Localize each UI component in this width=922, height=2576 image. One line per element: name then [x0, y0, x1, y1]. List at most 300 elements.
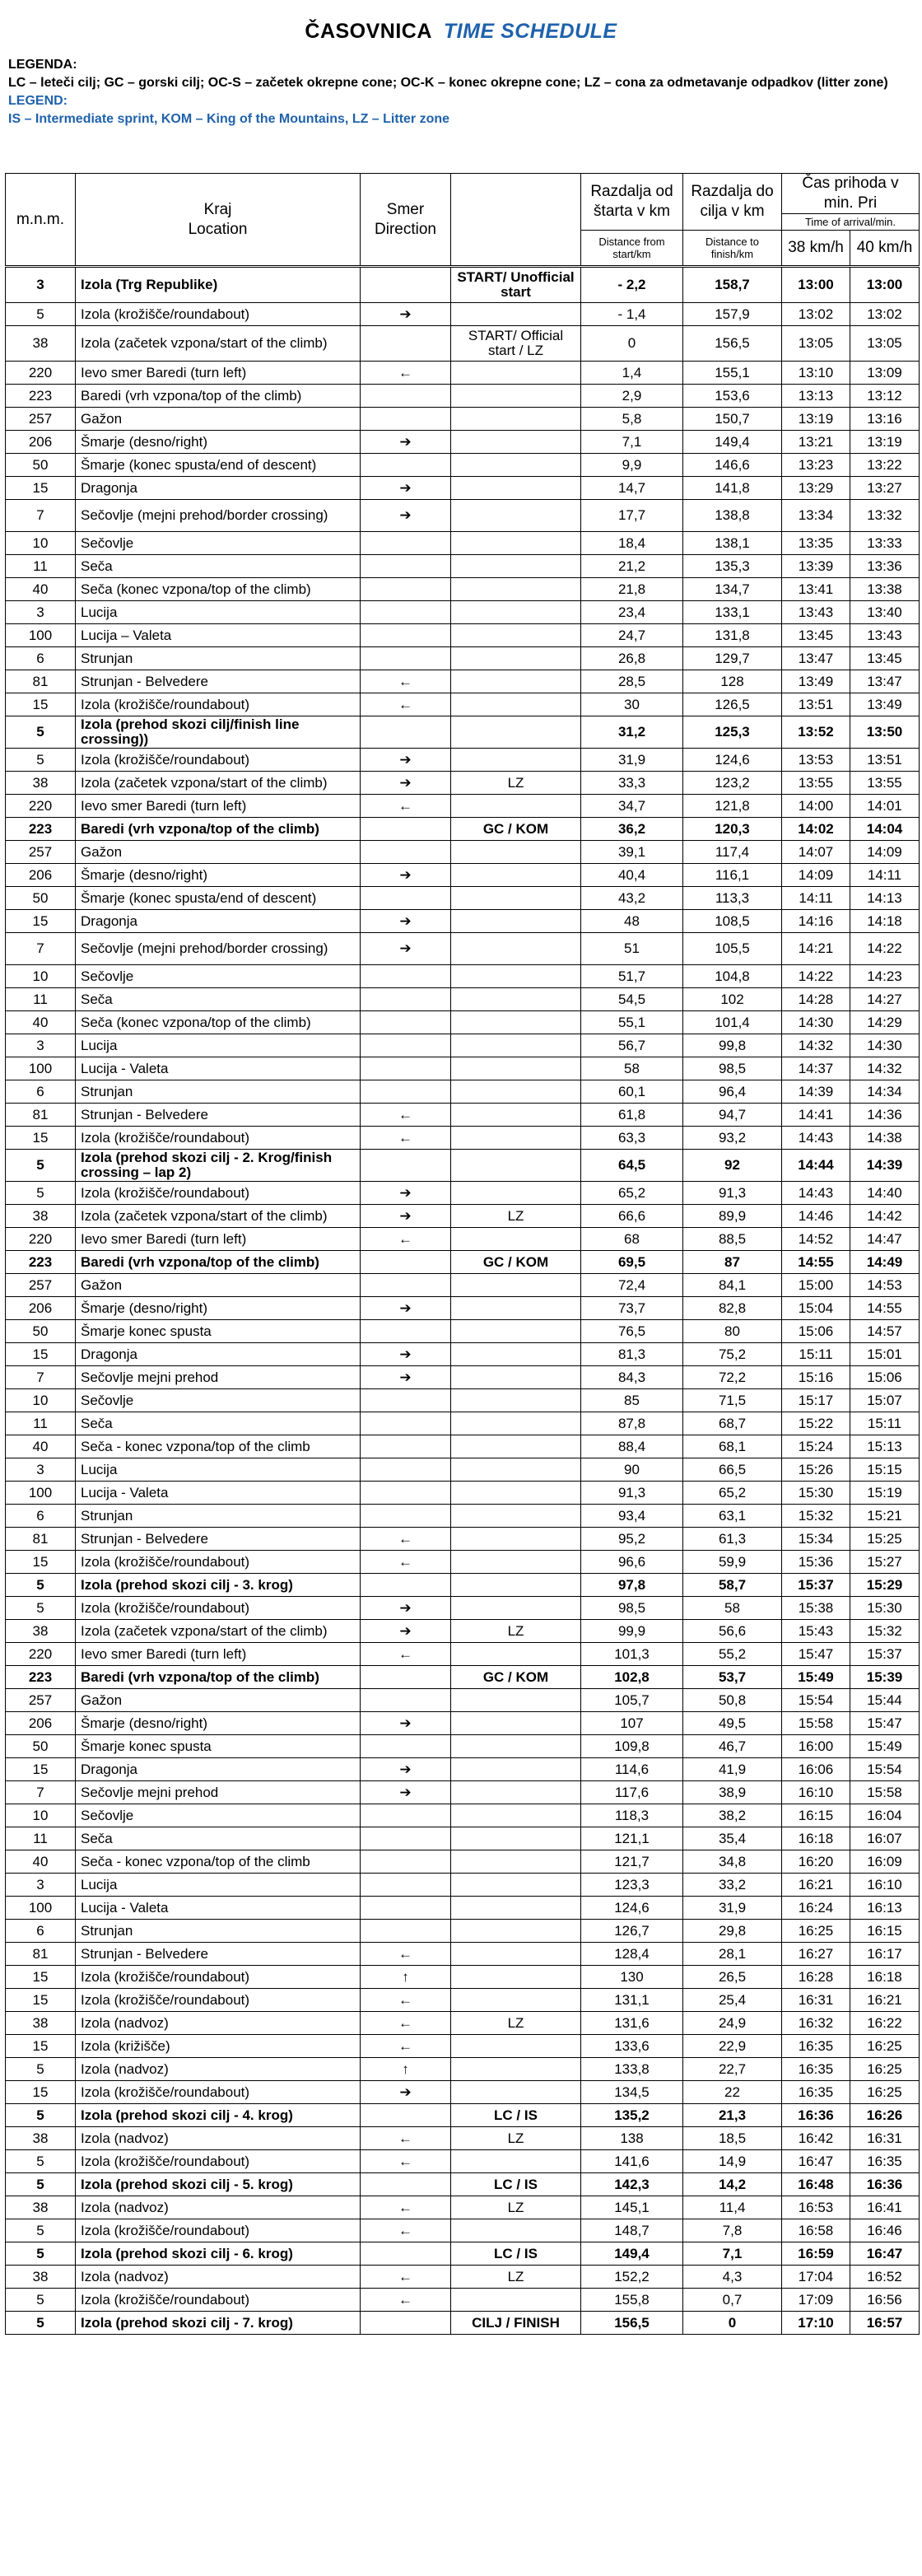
direction-cell: [361, 2312, 451, 2335]
time-40-cell: 14:42: [850, 1205, 920, 1228]
remaining-cell: 38,9: [683, 1781, 782, 1804]
altitude-cell: 15: [6, 2081, 76, 2104]
time-38-cell: 14:02: [782, 818, 850, 841]
arrow-left-icon: ←: [361, 2150, 451, 2173]
altitude-cell: 38: [6, 326, 76, 362]
distance-cell: 56,7: [581, 1034, 683, 1057]
note-cell: [451, 1874, 581, 1897]
time-38-cell: 13:34: [782, 500, 850, 532]
note-cell: [451, 1482, 581, 1505]
note-cell: [451, 1057, 581, 1080]
direction-cell: [361, 1150, 451, 1182]
altitude-cell: 257: [6, 1689, 76, 1712]
distance-cell: 43,2: [581, 887, 683, 910]
note-cell: LZ: [451, 2012, 581, 2035]
remaining-cell: 131,8: [683, 624, 782, 647]
location-cell: Lucija: [76, 1458, 361, 1482]
location-cell: Dragonja: [76, 1343, 361, 1366]
altitude-cell: 220: [6, 1643, 76, 1666]
note-cell: [451, 555, 581, 578]
remaining-cell: 49,5: [683, 1712, 782, 1735]
direction-cell: [361, 532, 451, 555]
note-cell: START/ Official start / LZ: [451, 326, 581, 362]
direction-cell: [361, 2104, 451, 2127]
time-38-cell: 16:25: [782, 1920, 850, 1943]
arrow-left-icon: ←: [361, 2219, 451, 2242]
note-cell: [451, 988, 581, 1011]
direction-cell: [361, 1251, 451, 1274]
remaining-cell: 65,2: [683, 1482, 782, 1505]
location-cell: Šmarje konec spusta: [76, 1735, 361, 1758]
remaining-cell: 4,3: [683, 2266, 782, 2289]
remaining-cell: 99,8: [683, 1034, 782, 1057]
altitude-cell: 15: [6, 477, 76, 500]
table-row: [6, 1389, 920, 1412]
distance-cell: 48: [581, 910, 683, 933]
distance-cell: 148,7: [581, 2219, 683, 2242]
distance-cell: 99,9: [581, 1620, 683, 1643]
altitude-cell: 11: [6, 988, 76, 1011]
location-cell: Izola (krožišče/roundabout): [76, 2150, 361, 2173]
altitude-cell: 11: [6, 1827, 76, 1850]
distance-cell: 93,4: [581, 1505, 683, 1528]
table-row: [6, 670, 920, 693]
location-cell: Izola (krožišče/roundabout): [76, 2289, 361, 2312]
note-cell: [451, 454, 581, 477]
location-cell: Izola (krožišče/roundabout): [76, 749, 361, 772]
time-38-cell: 16:35: [782, 2035, 850, 2058]
altitude-cell: 10: [6, 532, 76, 555]
direction-cell: [361, 1505, 451, 1528]
location-cell: Seča: [76, 988, 361, 1011]
remaining-cell: 149,4: [683, 431, 782, 454]
note-cell: [451, 1182, 581, 1205]
remaining-cell: 25,4: [683, 1989, 782, 2012]
arrow-right-icon: ➔: [361, 933, 451, 965]
time-38-cell: 15:37: [782, 1574, 850, 1597]
header-remaining-en: Distance to finish/km: [683, 231, 782, 267]
header-time-sl: Čas prihoda v min. Pri: [782, 174, 920, 214]
remaining-cell: 56,6: [683, 1620, 782, 1643]
remaining-cell: 158,7: [683, 267, 782, 303]
time-38-cell: 15:58: [782, 1712, 850, 1735]
header-distance-en: Distance from start/km: [581, 231, 683, 267]
distance-cell: 14,7: [581, 477, 683, 500]
time-40-cell: 13:09: [850, 362, 920, 385]
header-altitude: m.n.m.: [6, 174, 76, 267]
distance-cell: 34,7: [581, 795, 683, 818]
altitude-cell: 206: [6, 1297, 76, 1320]
location-cell: Lucija: [76, 1874, 361, 1897]
distance-cell: 90: [581, 1458, 683, 1482]
altitude-cell: 3: [6, 1034, 76, 1057]
remaining-cell: 35,4: [683, 1827, 782, 1850]
time-38-cell: 13:52: [782, 716, 850, 749]
time-38-cell: 16:24: [782, 1897, 850, 1920]
direction-cell: [361, 841, 451, 864]
location-cell: Šmarje (desno/right): [76, 1712, 361, 1735]
time-40-cell: 13:16: [850, 408, 920, 431]
direction-cell: [361, 1897, 451, 1920]
table-row: [6, 1182, 920, 1205]
time-38-cell: 16:32: [782, 2012, 850, 2035]
time-38-cell: 14:28: [782, 988, 850, 1011]
time-40-cell: 16:56: [850, 2289, 920, 2312]
table-row: [6, 500, 920, 532]
remaining-cell: 113,3: [683, 887, 782, 910]
time-38-cell: 16:28: [782, 1966, 850, 1989]
distance-cell: 66,6: [581, 1205, 683, 1228]
altitude-cell: 220: [6, 1228, 76, 1251]
note-cell: [451, 1320, 581, 1343]
time-38-cell: 13:23: [782, 454, 850, 477]
distance-cell: 105,7: [581, 1689, 683, 1712]
arrow-right-icon: ➔: [361, 1297, 451, 1320]
arrow-left-icon: ←: [361, 795, 451, 818]
time-40-cell: 16:15: [850, 1920, 920, 1943]
distance-cell: 51: [581, 933, 683, 965]
altitude-cell: 5: [6, 2104, 76, 2127]
time-38-cell: 13:05: [782, 326, 850, 362]
note-cell: LZ: [451, 772, 581, 795]
time-40-cell: 13:19: [850, 431, 920, 454]
location-cell: Izola (začetek vzpona/start of the climb): [76, 1205, 361, 1228]
remaining-cell: 133,1: [683, 601, 782, 624]
time-40-cell: 16:26: [850, 2104, 920, 2127]
time-38-cell: 15:24: [782, 1435, 850, 1458]
altitude-cell: 6: [6, 1505, 76, 1528]
table-row: [6, 555, 920, 578]
table-row: [6, 326, 920, 362]
distance-cell: 128,4: [581, 1943, 683, 1966]
note-cell: [451, 385, 581, 408]
arrow-left-icon: ←: [361, 1528, 451, 1551]
time-40-cell: 15:37: [850, 1643, 920, 1666]
title-en: TIME SCHEDULE: [443, 20, 617, 43]
note-cell: [451, 2035, 581, 2058]
table-row: [6, 933, 920, 965]
time-40-cell: 16:13: [850, 1897, 920, 1920]
time-40-cell: 14:13: [850, 887, 920, 910]
altitude-cell: 3: [6, 267, 76, 303]
altitude-cell: 220: [6, 795, 76, 818]
altitude-cell: 5: [6, 2219, 76, 2242]
direction-cell: [361, 1850, 451, 1874]
distance-cell: 51,7: [581, 965, 683, 988]
altitude-cell: 5: [6, 2173, 76, 2196]
time-38-cell: 16:15: [782, 1804, 850, 1827]
time-40-cell: 14:11: [850, 864, 920, 887]
table-row: [6, 1735, 920, 1758]
table-row: [6, 1643, 920, 1666]
altitude-cell: 38: [6, 2266, 76, 2289]
remaining-cell: 75,2: [683, 1343, 782, 1366]
distance-cell: 9,9: [581, 454, 683, 477]
table-row: [6, 532, 920, 555]
location-cell: Izola (prehod skozi cilj - 2. Krog/finish crossing – lap 2): [76, 1150, 361, 1182]
note-cell: [451, 1597, 581, 1620]
altitude-cell: 38: [6, 2012, 76, 2035]
altitude-cell: 5: [6, 1574, 76, 1597]
table-row: [6, 624, 920, 647]
note-cell: [451, 910, 581, 933]
time-38-cell: 16:35: [782, 2081, 850, 2104]
time-38-cell: 15:49: [782, 1666, 850, 1689]
arrow-right-icon: ➔: [361, 431, 451, 454]
direction-cell: [361, 555, 451, 578]
time-40-cell: 14:23: [850, 965, 920, 988]
distance-cell: 101,3: [581, 1643, 683, 1666]
location-cell: Sečovlje (mejni prehod/border crossing): [76, 933, 361, 965]
remaining-cell: 24,9: [683, 2012, 782, 2035]
time-38-cell: 15:06: [782, 1320, 850, 1343]
note-cell: [451, 477, 581, 500]
time-40-cell: 16:21: [850, 1989, 920, 2012]
altitude-cell: 5: [6, 1182, 76, 1205]
distance-cell: 54,5: [581, 988, 683, 1011]
note-cell: [451, 864, 581, 887]
table-row: [6, 2058, 920, 2081]
note-cell: GC / KOM: [451, 1251, 581, 1274]
location-cell: Dragonja: [76, 477, 361, 500]
location-cell: Izola (krožišče/roundabout): [76, 1182, 361, 1205]
distance-cell: 142,3: [581, 2173, 683, 2196]
remaining-cell: 14,9: [683, 2150, 782, 2173]
location-cell: Seča - konec vzpona/top of the climb: [76, 1850, 361, 1874]
remaining-cell: 0,7: [683, 2289, 782, 2312]
note-cell: [451, 693, 581, 716]
table-header: [6, 174, 920, 267]
time-38-cell: 15:36: [782, 1551, 850, 1574]
distance-cell: 21,8: [581, 578, 683, 601]
location-cell: Lucija - Valeta: [76, 1057, 361, 1080]
legend: [8, 56, 914, 128]
distance-cell: 33,3: [581, 772, 683, 795]
distance-cell: 63,3: [581, 1127, 683, 1150]
legend-label-en: LEGEND:: [8, 94, 68, 108]
time-40-cell: 15:19: [850, 1482, 920, 1505]
distance-cell: 126,7: [581, 1920, 683, 1943]
table-row: [6, 303, 920, 326]
location-cell: Sečovlje: [76, 532, 361, 555]
time-40-cell: 13:45: [850, 647, 920, 670]
altitude-cell: 5: [6, 2289, 76, 2312]
note-cell: [451, 933, 581, 965]
table-row: [6, 1989, 920, 2012]
time-38-cell: 14:11: [782, 887, 850, 910]
distance-cell: 97,8: [581, 1574, 683, 1597]
time-38-cell: 15:00: [782, 1274, 850, 1297]
table-row: [6, 1943, 920, 1966]
note-cell: LZ: [451, 2127, 581, 2150]
distance-cell: 91,3: [581, 1482, 683, 1505]
altitude-cell: 6: [6, 1920, 76, 1943]
location-cell: Izola (krožišče/roundabout): [76, 1551, 361, 1574]
time-40-cell: 13:38: [850, 578, 920, 601]
distance-cell: 36,2: [581, 818, 683, 841]
time-38-cell: 14:30: [782, 1011, 850, 1034]
altitude-cell: 38: [6, 2127, 76, 2150]
time-40-cell: 15:13: [850, 1435, 920, 1458]
location-cell: Lucija - Valeta: [76, 1482, 361, 1505]
table-row: [6, 362, 920, 385]
table-row: [6, 749, 920, 772]
distance-cell: 26,8: [581, 647, 683, 670]
distance-cell: 69,5: [581, 1251, 683, 1274]
note-cell: [451, 1080, 581, 1104]
distance-cell: 131,1: [581, 1989, 683, 2012]
note-cell: GC / KOM: [451, 1666, 581, 1689]
location-cell: Sečovlje: [76, 1804, 361, 1827]
time-38-cell: 15:11: [782, 1343, 850, 1366]
arrow-left-icon: ←: [361, 2289, 451, 2312]
remaining-cell: 146,6: [683, 454, 782, 477]
location-cell: Sečovlje: [76, 1389, 361, 1412]
distance-cell: 5,8: [581, 408, 683, 431]
arrow-right-icon: ➔: [361, 1781, 451, 1804]
remaining-cell: 87: [683, 1251, 782, 1274]
time-40-cell: 16:47: [850, 2242, 920, 2266]
time-40-cell: 14:55: [850, 1297, 920, 1320]
altitude-cell: 100: [6, 1057, 76, 1080]
altitude-cell: 223: [6, 1666, 76, 1689]
table-row: [6, 1412, 920, 1435]
remaining-cell: 153,6: [683, 385, 782, 408]
altitude-cell: 10: [6, 1389, 76, 1412]
direction-cell: [361, 1274, 451, 1297]
altitude-cell: 40: [6, 1435, 76, 1458]
title-sl: ČASOVNICA: [305, 20, 432, 43]
remaining-cell: 31,9: [683, 1897, 782, 1920]
note-cell: [451, 1389, 581, 1412]
table-body: [6, 267, 920, 2335]
location-cell: Ievo smer Baredi (turn left): [76, 1228, 361, 1251]
time-40-cell: 14:30: [850, 1034, 920, 1057]
table-row: [6, 1435, 920, 1458]
distance-cell: 96,6: [581, 1551, 683, 1574]
remaining-cell: 94,7: [683, 1104, 782, 1127]
time-38-cell: 13:35: [782, 532, 850, 555]
direction-cell: [361, 818, 451, 841]
remaining-cell: 14,2: [683, 2173, 782, 2196]
time-40-cell: 13:51: [850, 749, 920, 772]
direction-cell: [361, 1920, 451, 1943]
remaining-cell: 96,4: [683, 1080, 782, 1104]
note-cell: [451, 578, 581, 601]
location-cell: Strunjan - Belvedere: [76, 670, 361, 693]
altitude-cell: 223: [6, 1251, 76, 1274]
remaining-cell: 80: [683, 1320, 782, 1343]
note-cell: LZ: [451, 2196, 581, 2219]
location-cell: Seča (konec vzpona/top of the climb): [76, 1011, 361, 1034]
table-row: [6, 1689, 920, 1712]
remaining-cell: 92: [683, 1150, 782, 1182]
location-cell: Dragonja: [76, 1758, 361, 1781]
remaining-cell: 72,2: [683, 1366, 782, 1389]
distance-cell: 17,7: [581, 500, 683, 532]
location-cell: Baredi (vrh vzpona/top of the climb): [76, 385, 361, 408]
note-cell: [451, 795, 581, 818]
time-38-cell: 13:43: [782, 601, 850, 624]
distance-cell: 58: [581, 1057, 683, 1080]
time-40-cell: 15:32: [850, 1620, 920, 1643]
time-40-cell: 14:18: [850, 910, 920, 933]
time-38-cell: 15:43: [782, 1620, 850, 1643]
note-cell: [451, 1297, 581, 1320]
remaining-cell: 55,2: [683, 1643, 782, 1666]
altitude-cell: 15: [6, 1127, 76, 1150]
time-40-cell: 15:01: [850, 1343, 920, 1366]
remaining-cell: 157,9: [683, 303, 782, 326]
altitude-cell: 15: [6, 1343, 76, 1366]
table-row: [6, 1034, 920, 1057]
table-row: [6, 1966, 920, 1989]
distance-cell: 145,1: [581, 2196, 683, 2219]
arrow-right-icon: ➔: [361, 1758, 451, 1781]
direction-cell: [361, 1080, 451, 1104]
time-40-cell: 13:12: [850, 385, 920, 408]
distance-cell: 31,2: [581, 716, 683, 749]
time-40-cell: 14:22: [850, 933, 920, 965]
time-40-cell: 15:06: [850, 1366, 920, 1389]
time-38-cell: 13:21: [782, 431, 850, 454]
remaining-cell: 61,3: [683, 1528, 782, 1551]
time-40-cell: 16:04: [850, 1804, 920, 1827]
time-40-cell: 15:15: [850, 1458, 920, 1482]
time-38-cell: 14:09: [782, 864, 850, 887]
time-38-cell: 16:35: [782, 2058, 850, 2081]
altitude-cell: 100: [6, 1897, 76, 1920]
location-cell: Izola (začetek vzpona/start of the climb): [76, 772, 361, 795]
direction-cell: [361, 988, 451, 1011]
table-row: [6, 2266, 920, 2289]
note-cell: [451, 1897, 581, 1920]
note-cell: LZ: [451, 1620, 581, 1643]
legend-text-sl: LC – leteči cilj; GC – gorski cilj; OC-S – začetek okrepne cone; OC-K – konec okrepne cone; LZ – cona za odmetavanje odpadkov (litter zone): [8, 76, 888, 90]
location-cell: Ievo smer Baredi (turn left): [76, 362, 361, 385]
time-38-cell: 16:20: [782, 1850, 850, 1874]
distance-cell: 87,8: [581, 1412, 683, 1435]
arrow-right-icon: ➔: [361, 500, 451, 532]
note-cell: [451, 1228, 581, 1251]
direction-cell: [361, 624, 451, 647]
time-38-cell: 15:34: [782, 1528, 850, 1551]
remaining-cell: 138,1: [683, 532, 782, 555]
table-row: [6, 988, 920, 1011]
altitude-cell: 15: [6, 693, 76, 716]
direction-cell: [361, 1735, 451, 1758]
distance-cell: 18,4: [581, 532, 683, 555]
altitude-cell: 7: [6, 500, 76, 532]
time-38-cell: 14:43: [782, 1182, 850, 1205]
location-cell: Izola (Trg Republike): [76, 267, 361, 303]
time-40-cell: 14:32: [850, 1057, 920, 1080]
distance-cell: 133,8: [581, 2058, 683, 2081]
altitude-cell: 257: [6, 841, 76, 864]
arrow-left-icon: ←: [361, 1551, 451, 1574]
table-row: [6, 2196, 920, 2219]
altitude-cell: 100: [6, 1482, 76, 1505]
altitude-cell: 5: [6, 2242, 76, 2266]
time-38-cell: 14:39: [782, 1080, 850, 1104]
location-cell: Gažon: [76, 408, 361, 431]
arrow-left-icon: ←: [361, 362, 451, 385]
altitude-cell: 257: [6, 408, 76, 431]
location-cell: Baredi (vrh vzpona/top of the climb): [76, 1251, 361, 1274]
remaining-cell: 138,8: [683, 500, 782, 532]
time-40-cell: 13:55: [850, 772, 920, 795]
table-row: [6, 385, 920, 408]
